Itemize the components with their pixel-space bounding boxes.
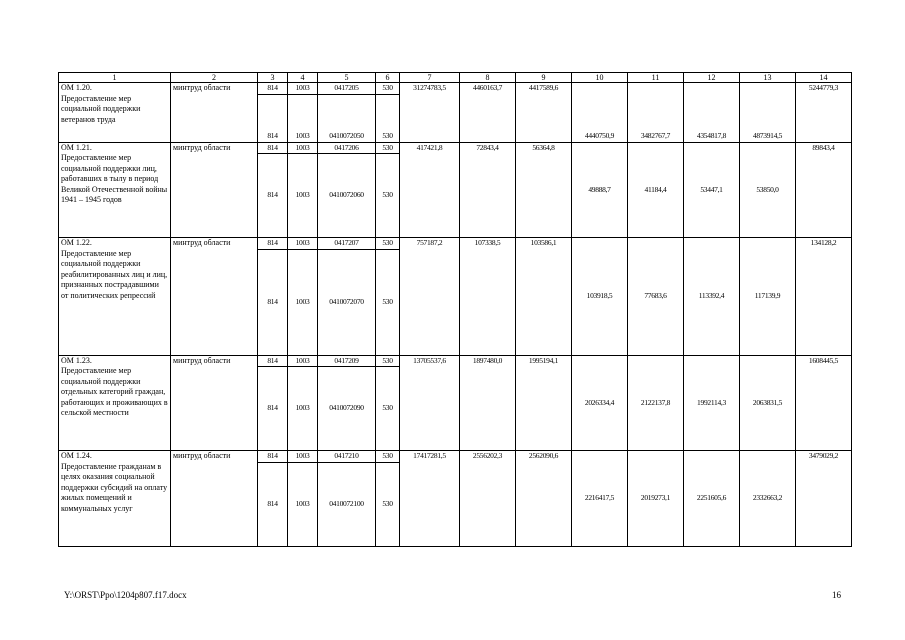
event-name: ОМ 1.20. Предоставление мер социальной поддержки ветеранов труда bbox=[59, 83, 171, 143]
target-code: 0410072060 bbox=[318, 154, 376, 238]
col-header: 14 bbox=[796, 73, 852, 83]
target-code: 0417205 bbox=[318, 83, 376, 95]
col-header: 12 bbox=[684, 73, 740, 83]
value-cell: 2019273,1 bbox=[628, 451, 684, 547]
table-row bbox=[59, 83, 852, 95]
value-cell: 53447,1 bbox=[684, 142, 740, 238]
value-cell: 13705537,6 bbox=[400, 355, 460, 451]
expense-code: 530 bbox=[376, 249, 400, 355]
expense-code: 530 bbox=[376, 238, 400, 250]
executor: минтруд области bbox=[171, 451, 258, 547]
expense-code: 530 bbox=[376, 154, 400, 238]
section-code: 1003 bbox=[288, 462, 318, 546]
event-name: ОМ 1.23. Предоставление мер социальной поддержки отдельных категорий граждан, работающих и проживающих в сельской местности bbox=[59, 355, 171, 451]
section-code: 1003 bbox=[288, 355, 318, 367]
col-header: 9 bbox=[516, 73, 572, 83]
table-row bbox=[59, 238, 852, 250]
budget-table bbox=[58, 72, 852, 547]
value-cell: 4354817,8 bbox=[684, 83, 740, 143]
expense-code: 530 bbox=[376, 451, 400, 463]
value-cell: 2251605,6 bbox=[684, 451, 740, 547]
value-cell: 72843,4 bbox=[460, 142, 516, 238]
col-header: 2 bbox=[171, 73, 258, 83]
target-code: 0410072070 bbox=[318, 249, 376, 355]
grbs-code: 814 bbox=[258, 94, 288, 142]
value-cell: 117139,9 bbox=[740, 238, 796, 356]
value-cell: 31274783,5 bbox=[400, 83, 460, 143]
col-header: 8 bbox=[460, 73, 516, 83]
expense-code: 530 bbox=[376, 355, 400, 367]
executor: минтруд области bbox=[171, 142, 258, 238]
expense-code: 530 bbox=[376, 83, 400, 95]
value-cell: 53850,0 bbox=[740, 142, 796, 238]
col-header: 6 bbox=[376, 73, 400, 83]
target-code: 0417207 bbox=[318, 238, 376, 250]
value-cell: 4460163,7 bbox=[460, 83, 516, 143]
executor: минтруд области bbox=[171, 238, 258, 356]
value-cell: 2562090,6 bbox=[516, 451, 572, 547]
event-name: ОМ 1.21. Предоставление мер социальной поддержки лиц, работавших в тылу в период Великой Отечественной войны 1941 – 1945 годов bbox=[59, 142, 171, 238]
grbs-code: 814 bbox=[258, 355, 288, 367]
value-cell: 757187,2 bbox=[400, 238, 460, 356]
value-cell: 3479029,2 bbox=[796, 451, 852, 547]
value-cell: 113392,4 bbox=[684, 238, 740, 356]
section-code: 1003 bbox=[288, 249, 318, 355]
col-header: 13 bbox=[740, 73, 796, 83]
value-cell: 1992114,3 bbox=[684, 355, 740, 451]
target-code: 0417206 bbox=[318, 142, 376, 154]
col-header: 3 bbox=[258, 73, 288, 83]
col-header: 7 bbox=[400, 73, 460, 83]
grbs-code: 814 bbox=[258, 83, 288, 95]
value-cell: 4873914,5 bbox=[740, 83, 796, 143]
section-code: 1003 bbox=[288, 451, 318, 463]
grbs-code: 814 bbox=[258, 142, 288, 154]
value-cell: 1897480,0 bbox=[460, 355, 516, 451]
value-cell: 41184,4 bbox=[628, 142, 684, 238]
value-cell: 3482767,7 bbox=[628, 83, 684, 143]
col-header: 11 bbox=[628, 73, 684, 83]
value-cell: 2216417,5 bbox=[572, 451, 628, 547]
event-name: ОМ 1.22. Предоставление мер социальной поддержки реабилитированных лиц и лиц, признанных пострадавшими от политических репрессий bbox=[59, 238, 171, 356]
col-header: 1 bbox=[59, 73, 171, 83]
grbs-code: 814 bbox=[258, 238, 288, 250]
value-cell: 103586,1 bbox=[516, 238, 572, 356]
expense-code: 530 bbox=[376, 94, 400, 142]
section-code: 1003 bbox=[288, 367, 318, 451]
grbs-code: 814 bbox=[258, 249, 288, 355]
table-row bbox=[59, 451, 852, 463]
value-cell: 2122137,8 bbox=[628, 355, 684, 451]
section-code: 1003 bbox=[288, 154, 318, 238]
executor: минтруд области bbox=[171, 355, 258, 451]
grbs-code: 814 bbox=[258, 367, 288, 451]
table-row bbox=[59, 355, 852, 367]
col-header: 5 bbox=[318, 73, 376, 83]
value-cell: 4440750,9 bbox=[572, 83, 628, 143]
grbs-code: 814 bbox=[258, 462, 288, 546]
value-cell: 2063831,5 bbox=[740, 355, 796, 451]
value-cell: 417421,8 bbox=[400, 142, 460, 238]
target-code: 0417210 bbox=[318, 451, 376, 463]
header-row bbox=[59, 73, 852, 83]
section-code: 1003 bbox=[288, 83, 318, 95]
value-cell: 77683,6 bbox=[628, 238, 684, 356]
value-cell: 2332663,2 bbox=[740, 451, 796, 547]
section-code: 1003 bbox=[288, 238, 318, 250]
value-cell: 107338,5 bbox=[460, 238, 516, 356]
value-cell: 5244779,3 bbox=[796, 83, 852, 143]
grbs-code: 814 bbox=[258, 451, 288, 463]
value-cell: 2556202,3 bbox=[460, 451, 516, 547]
section-code: 1003 bbox=[288, 94, 318, 142]
file-path: Y:\ORST\Ppo\1204p807.f17.docx bbox=[64, 590, 187, 600]
table-row bbox=[59, 142, 852, 154]
value-cell: 134128,2 bbox=[796, 238, 852, 356]
grbs-code: 814 bbox=[258, 154, 288, 238]
page-number: 16 bbox=[832, 590, 841, 600]
target-code: 0410072050 bbox=[318, 94, 376, 142]
section-code: 1003 bbox=[288, 142, 318, 154]
col-header: 10 bbox=[572, 73, 628, 83]
value-cell: 1995194,1 bbox=[516, 355, 572, 451]
col-header: 4 bbox=[288, 73, 318, 83]
target-code: 0417209 bbox=[318, 355, 376, 367]
table-body bbox=[59, 73, 852, 547]
value-cell: 103918,5 bbox=[572, 238, 628, 356]
value-cell: 2026334,4 bbox=[572, 355, 628, 451]
executor: минтруд области bbox=[171, 83, 258, 143]
expense-code: 530 bbox=[376, 142, 400, 154]
value-cell: 4417589,6 bbox=[516, 83, 572, 143]
value-cell: 1608445,5 bbox=[796, 355, 852, 451]
value-cell: 89843,4 bbox=[796, 142, 852, 238]
value-cell: 49888,7 bbox=[572, 142, 628, 238]
value-cell: 17417281,5 bbox=[400, 451, 460, 547]
value-cell: 56364,8 bbox=[516, 142, 572, 238]
expense-code: 530 bbox=[376, 367, 400, 451]
expense-code: 530 bbox=[376, 462, 400, 546]
target-code: 0410072090 bbox=[318, 367, 376, 451]
target-code: 0410072100 bbox=[318, 462, 376, 546]
event-name: ОМ 1.24. Предоставление гражданам в целях оказания социальной поддержки субсидий на оплату жилых помещений и коммунальных услуг bbox=[59, 451, 171, 547]
